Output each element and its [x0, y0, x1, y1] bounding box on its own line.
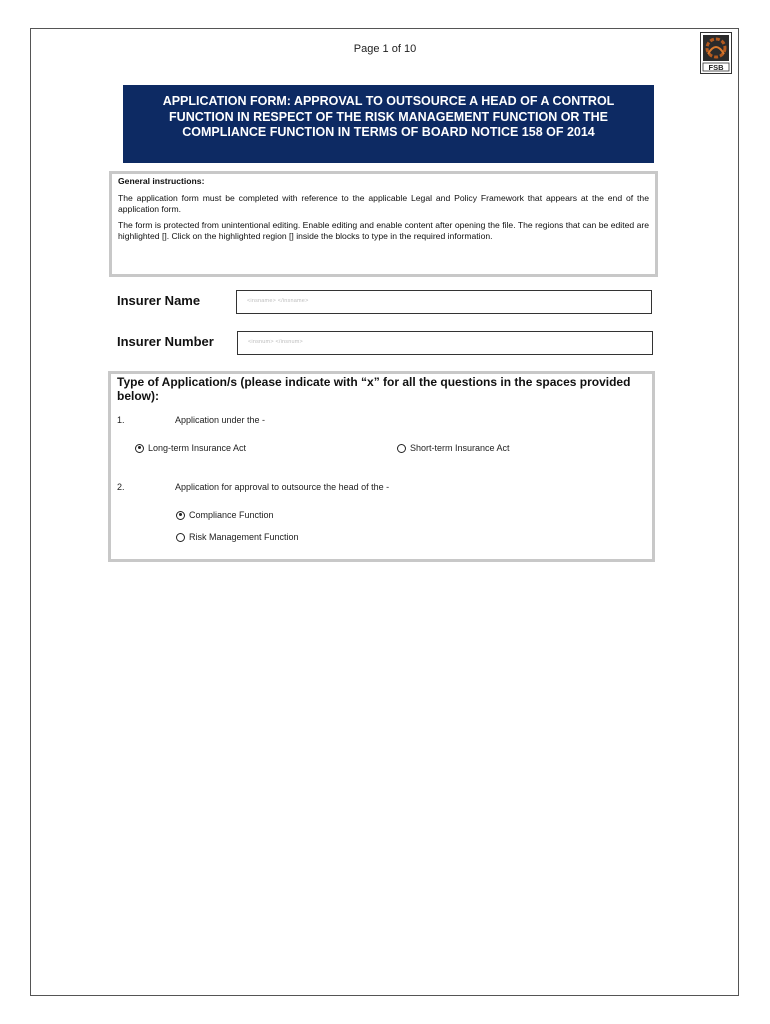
instructions-paragraph-2: The form is protected from unintentional editing. Enable editing and enable content after opening the file. The regions that can be edited are highlighted []. Click on the highlighted region [] inside the blocks to type in the required information.	[118, 220, 649, 241]
radio-label: Risk Management Function	[189, 532, 299, 542]
instructions-paragraph-1: The application form must be completed with reference to the applicable Legal and Policy Framework that appears at the end of the application form.	[118, 193, 649, 214]
instructions-heading: General instructions:	[118, 176, 205, 186]
page-number: Page 1 of 10	[353, 43, 417, 55]
radio-label: Compliance Function	[189, 510, 274, 520]
general-instructions	[109, 171, 658, 277]
insurer-number-label: Insurer Number	[117, 334, 214, 349]
fsb-logo	[700, 32, 732, 74]
radio-short-term-insurance-act[interactable]	[397, 443, 510, 453]
question-2-number: 2.	[117, 482, 125, 492]
insurer-name-label: Insurer Name	[117, 293, 201, 308]
insurer-number-input[interactable]: <insnum> </insnum>	[237, 331, 653, 355]
radio-selected-icon	[176, 511, 185, 520]
insurer-name-input[interactable]: <insname> </insname>	[236, 290, 652, 314]
radio-label: Long-term Insurance Act	[148, 443, 247, 453]
question-2-text: Application for approval to outsource the head of the -	[175, 482, 390, 492]
radio-label: Short-term Insurance Act	[410, 443, 510, 453]
radio-risk-management-function[interactable]	[176, 532, 299, 542]
form-title: APPLICATION FORM: APPROVAL TO OUTSOURCE A HEAD OF A CONTROL FUNCTION IN RESPECT OF THE RISK MANAGEMENT FUNCTION OR THE COMPLIANCE FUNCTION IN TERMS OF BOARD NOTICE 158 OF 2014	[123, 85, 654, 163]
svg-text:FSB: FSB	[708, 63, 724, 72]
question-1-number: 1.	[117, 415, 125, 425]
application-type-heading: Type of Application/s (please indicate with “x” for all the questions in the spaces provided below):	[117, 375, 631, 403]
radio-long-term-insurance-act[interactable]	[135, 443, 246, 453]
radio-compliance-function[interactable]	[176, 510, 274, 520]
radio-selected-icon	[135, 444, 144, 453]
question-1-text: Application under the -	[175, 415, 266, 425]
radio-unselected-icon	[176, 533, 185, 542]
radio-unselected-icon	[397, 444, 406, 453]
